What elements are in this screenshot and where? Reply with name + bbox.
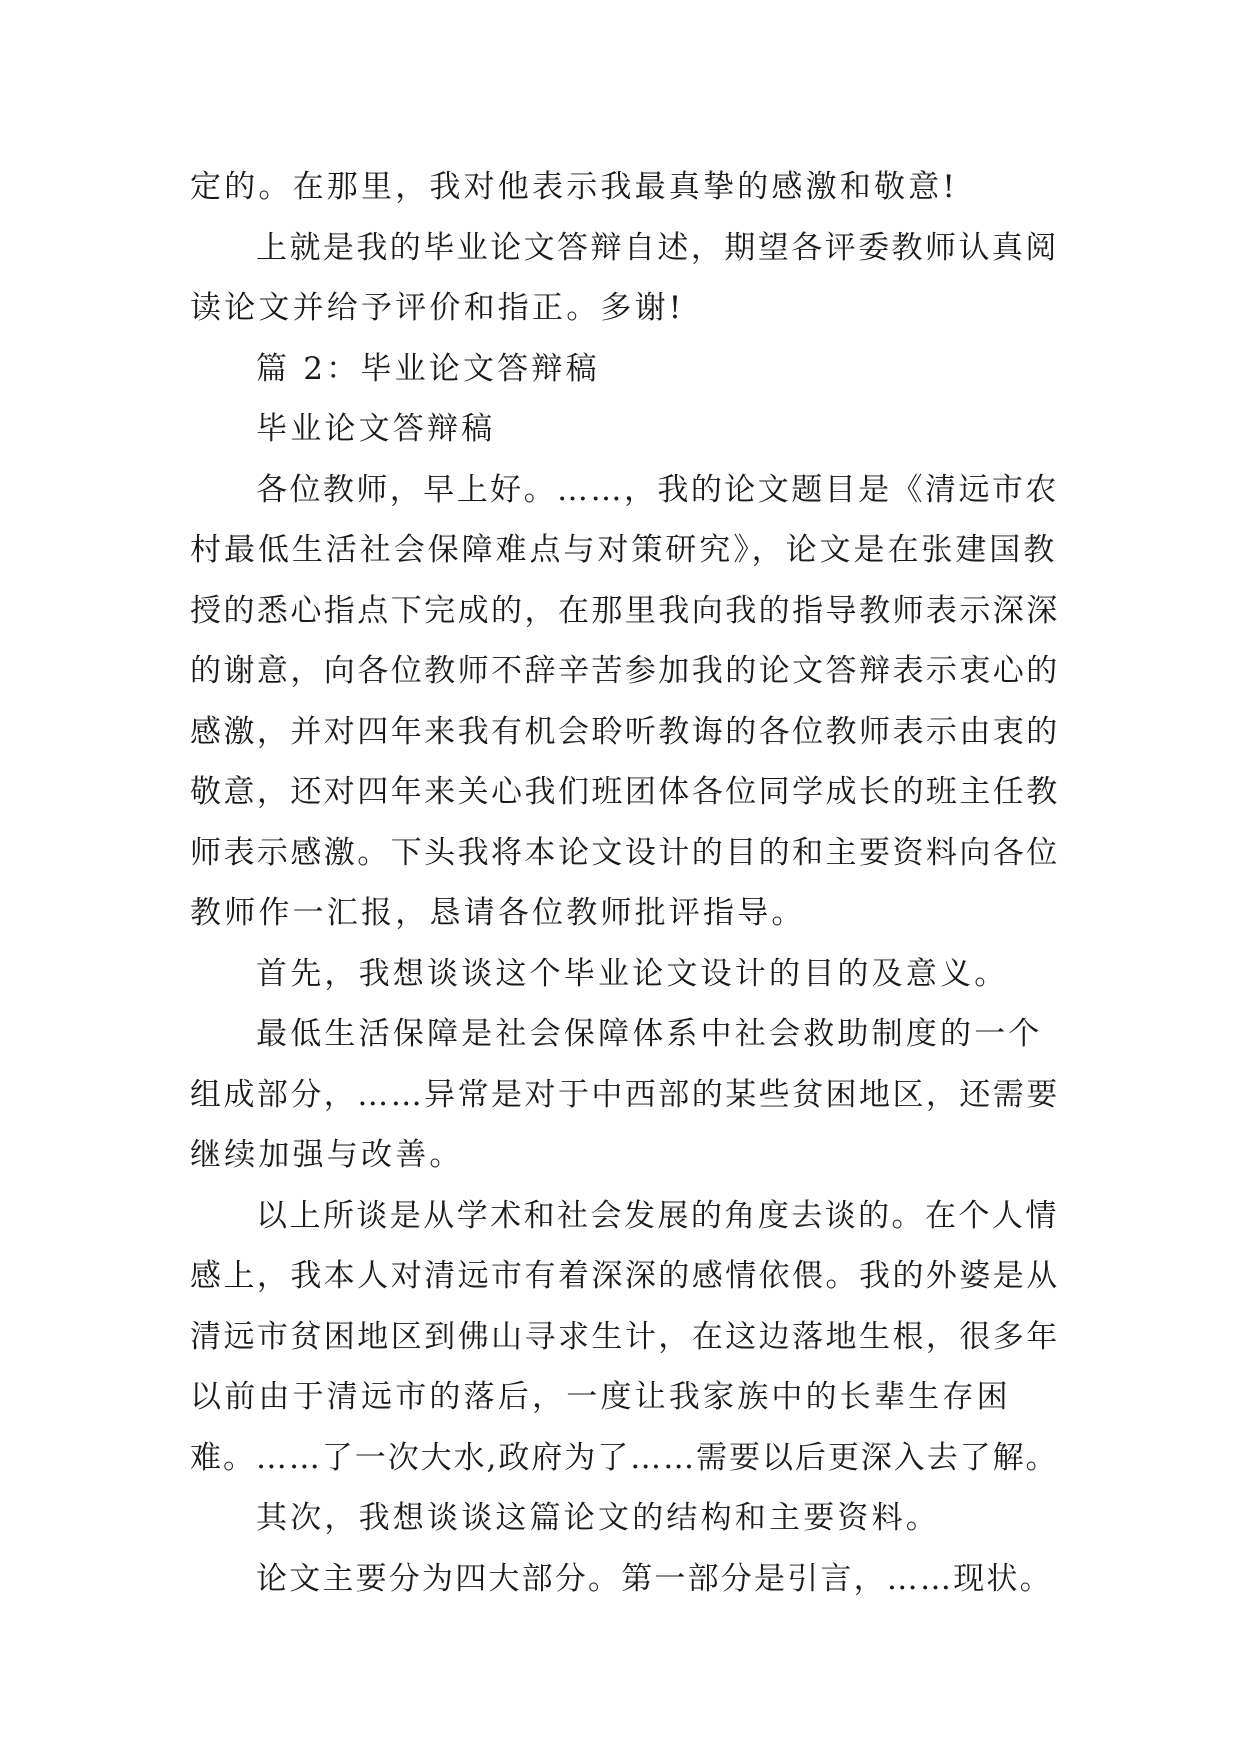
text-line: 清远市贫困地区到佛山寻求生计，在这边落地生根，很多年 (190, 1318, 1060, 1355)
text-line: 读论文并给予评价和指正。多谢! (190, 290, 685, 326)
text-line: 继续加强与改善。 (190, 1137, 464, 1173)
text-line: 的谢意，向各位教师不辞辛苦参加我的论文答辩表示衷心的 (190, 653, 1060, 689)
text-line: 最低生活保障是社会保障体系中社会救助制度的一个 (256, 1016, 1043, 1052)
text-line: 教师作一汇报，恳请各位教师批评指导。 (190, 895, 806, 931)
text-line: 其次，我想谈谈这篇论文的结构和主要资料。 (256, 1500, 940, 1536)
text-line: 论文主要分为四大部分。第一部分是引言，……现状。 (256, 1560, 1053, 1597)
text-line: 以上所谈是从学术和社会发展的角度去谈的。在个人情 (256, 1197, 1059, 1234)
text-line: 敬意，还对四年来关心我们班团体各位同学成长的班主任教 (190, 774, 1060, 810)
text-line: 感激，并对四年来我有机会聆听教诲的各位教师表示由衷的 (190, 713, 1060, 750)
section-title: 毕业论文答辩稿 (256, 411, 496, 447)
body-text (190, 157, 1060, 1609)
text-line: 定的。在那里，我对他表示我最真挚的感激和敬意! (190, 169, 959, 205)
text-line: 首先，我想谈谈这个毕业论文设计的目的及意义。 (256, 955, 1009, 992)
text-line: 以前由于清远市的落后，一度让我家族中的长辈生存困 (190, 1379, 1011, 1415)
text-line: 师表示感激。下头我将本论文设计的目的和主要资料向各位 (190, 834, 1060, 871)
text-line: 上就是我的毕业论文答辩自述，期望各评委教师认真阅 (256, 229, 1059, 266)
text-line: 感上，我本人对清远市有着深深的感情依偎。我的外婆是从 (190, 1258, 1060, 1294)
text-line: 难。……了一次大水,政府为了……需要以后更深入去了解。 (190, 1439, 1059, 1476)
text-line: 村最低生活社会保障难点与对策研究》，论文是在张建国教 (190, 532, 1058, 568)
section-heading: 篇 2：毕业论文答辩稿 (256, 350, 600, 387)
text-line: 授的悉心指点下完成的，在那里我向我的指导教师表示深深 (190, 592, 1060, 629)
text-line: 组成部分，……异常是对于中西部的某些贫困地区，还需要 (190, 1076, 1060, 1113)
text-line: 各位教师，早上好。……，我的论文题目是《清远市农 (256, 471, 1059, 508)
